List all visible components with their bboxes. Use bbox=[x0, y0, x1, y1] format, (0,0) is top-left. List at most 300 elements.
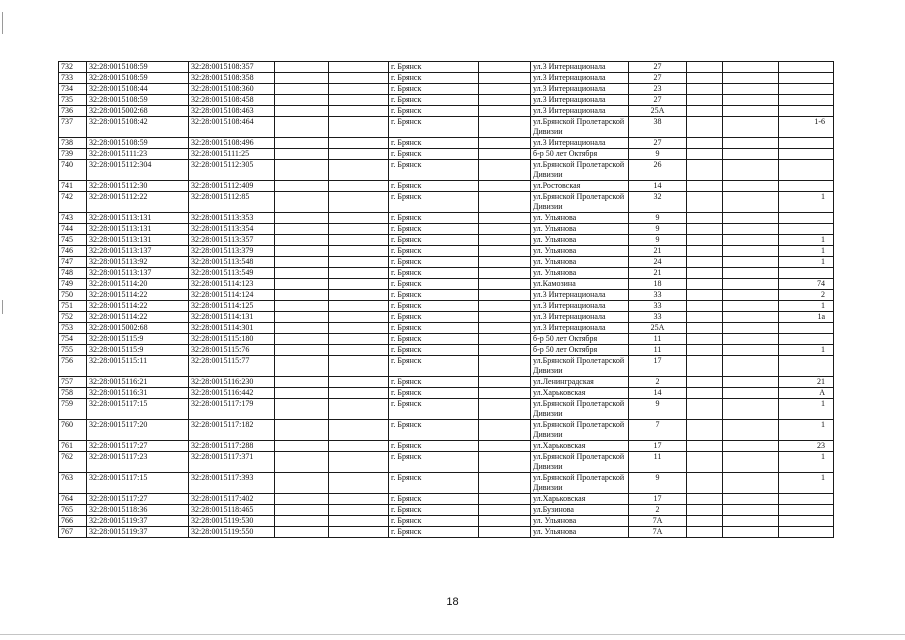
object-number-cell: 32:28:0015114:125 bbox=[189, 301, 275, 312]
empty-cell bbox=[275, 312, 329, 323]
parcel-number-cell: 32:28:0015117:15 bbox=[87, 473, 189, 494]
table-row bbox=[59, 301, 834, 312]
apartment-cell bbox=[779, 106, 834, 117]
house-cell: 11 bbox=[629, 452, 687, 473]
empty-cell bbox=[723, 106, 779, 117]
table-row bbox=[59, 268, 834, 279]
house-cell: 33 bbox=[629, 312, 687, 323]
empty-cell bbox=[723, 399, 779, 420]
empty-cell bbox=[687, 290, 723, 301]
empty-cell bbox=[723, 301, 779, 312]
row-number-cell: 762 bbox=[59, 452, 87, 473]
empty-cell bbox=[275, 181, 329, 192]
city-cell: г. Брянск bbox=[389, 279, 479, 290]
empty-cell bbox=[329, 301, 389, 312]
apartment-cell: 1 bbox=[779, 399, 834, 420]
empty-cell bbox=[687, 452, 723, 473]
object-number-cell: 32:28:0015112:409 bbox=[189, 181, 275, 192]
empty-cell bbox=[479, 323, 531, 334]
empty-cell bbox=[479, 290, 531, 301]
empty-cell bbox=[687, 95, 723, 106]
city-cell: г. Брянск bbox=[389, 441, 479, 452]
parcel-number-cell: 32:28:0015115:9 bbox=[87, 345, 189, 356]
empty-cell bbox=[275, 505, 329, 516]
table-row bbox=[59, 334, 834, 345]
empty-cell bbox=[275, 213, 329, 224]
empty-cell bbox=[687, 516, 723, 527]
empty-cell bbox=[275, 420, 329, 441]
empty-cell bbox=[275, 441, 329, 452]
row-number-cell: 750 bbox=[59, 290, 87, 301]
parcel-number-cell: 32:28:0015116:31 bbox=[87, 388, 189, 399]
parcel-number-cell: 32:28:0015111:23 bbox=[87, 149, 189, 160]
row-number-cell: 761 bbox=[59, 441, 87, 452]
object-number-cell: 32:28:0015111:25 bbox=[189, 149, 275, 160]
row-number-cell: 736 bbox=[59, 106, 87, 117]
parcel-number-cell: 32:28:0015108:59 bbox=[87, 62, 189, 73]
city-cell: г. Брянск bbox=[389, 138, 479, 149]
parcel-number-cell: 32:28:0015114:22 bbox=[87, 290, 189, 301]
empty-cell bbox=[479, 106, 531, 117]
empty-cell bbox=[275, 246, 329, 257]
empty-cell bbox=[723, 149, 779, 160]
street-cell: ул.Брянской Пролетарской Дивизии bbox=[531, 420, 629, 441]
apartment-cell: А bbox=[779, 388, 834, 399]
empty-cell bbox=[479, 235, 531, 246]
empty-cell bbox=[723, 323, 779, 334]
empty-cell bbox=[687, 345, 723, 356]
empty-cell bbox=[275, 192, 329, 213]
empty-cell bbox=[479, 494, 531, 505]
empty-cell bbox=[687, 73, 723, 84]
parcel-number-cell: 32:28:0015113:131 bbox=[87, 235, 189, 246]
apartment-cell bbox=[779, 323, 834, 334]
street-cell: ул.Брянской Пролетарской Дивизии bbox=[531, 356, 629, 377]
parcel-number-cell: 32:28:0015002:68 bbox=[87, 323, 189, 334]
empty-cell bbox=[329, 138, 389, 149]
city-cell: г. Брянск bbox=[389, 224, 479, 235]
table-row bbox=[59, 138, 834, 149]
property-register-table bbox=[58, 61, 834, 538]
apartment-cell: 1 bbox=[779, 235, 834, 246]
house-cell: 33 bbox=[629, 301, 687, 312]
empty-cell bbox=[723, 268, 779, 279]
empty-cell bbox=[329, 323, 389, 334]
empty-cell bbox=[723, 494, 779, 505]
city-cell: г. Брянск bbox=[389, 290, 479, 301]
house-cell: 2 bbox=[629, 377, 687, 388]
table-row bbox=[59, 399, 834, 420]
parcel-number-cell: 32:28:0015113:137 bbox=[87, 246, 189, 257]
empty-cell bbox=[275, 388, 329, 399]
table-row bbox=[59, 181, 834, 192]
city-cell: г. Брянск bbox=[389, 356, 479, 377]
apartment-cell bbox=[779, 516, 834, 527]
city-cell: г. Брянск bbox=[389, 377, 479, 388]
street-cell: ул.3 Интернационала bbox=[531, 95, 629, 106]
street-cell: ул. Ульянова bbox=[531, 268, 629, 279]
empty-cell bbox=[687, 224, 723, 235]
empty-cell bbox=[275, 527, 329, 538]
house-cell: 27 bbox=[629, 62, 687, 73]
house-cell: 9 bbox=[629, 235, 687, 246]
empty-cell bbox=[723, 84, 779, 95]
house-cell: 25А bbox=[629, 106, 687, 117]
empty-cell bbox=[687, 441, 723, 452]
empty-cell bbox=[329, 377, 389, 388]
apartment-cell: 1 bbox=[779, 473, 834, 494]
row-number-cell: 766 bbox=[59, 516, 87, 527]
empty-cell bbox=[723, 345, 779, 356]
empty-cell bbox=[479, 138, 531, 149]
row-number-cell: 755 bbox=[59, 345, 87, 356]
street-cell: ул.3 Интернационала bbox=[531, 290, 629, 301]
parcel-number-cell: 32:28:0015113:131 bbox=[87, 213, 189, 224]
street-cell: ул.Харьковская bbox=[531, 494, 629, 505]
city-cell: г. Брянск bbox=[389, 399, 479, 420]
empty-cell bbox=[687, 505, 723, 516]
city-cell: г. Брянск bbox=[389, 235, 479, 246]
apartment-cell bbox=[779, 356, 834, 377]
empty-cell bbox=[687, 312, 723, 323]
parcel-number-cell: 32:28:0015112:22 bbox=[87, 192, 189, 213]
empty-cell bbox=[687, 494, 723, 505]
empty-cell bbox=[329, 279, 389, 290]
empty-cell bbox=[275, 290, 329, 301]
object-number-cell: 32:28:0015108:360 bbox=[189, 84, 275, 95]
empty-cell bbox=[329, 334, 389, 345]
parcel-number-cell: 32:28:0015119:37 bbox=[87, 516, 189, 527]
empty-cell bbox=[275, 399, 329, 420]
city-cell: г. Брянск bbox=[389, 473, 479, 494]
empty-cell bbox=[329, 160, 389, 181]
parcel-number-cell: 32:28:0015114:22 bbox=[87, 301, 189, 312]
empty-cell bbox=[329, 149, 389, 160]
city-cell: г. Брянск bbox=[389, 246, 479, 257]
parcel-number-cell: 32:28:0015115:9 bbox=[87, 334, 189, 345]
city-cell: г. Брянск bbox=[389, 345, 479, 356]
row-number-cell: 754 bbox=[59, 334, 87, 345]
empty-cell bbox=[479, 95, 531, 106]
object-number-cell: 32:28:0015113:357 bbox=[189, 235, 275, 246]
street-cell: ул.3 Интернационала bbox=[531, 301, 629, 312]
parcel-number-cell: 32:28:0015117:27 bbox=[87, 441, 189, 452]
empty-cell bbox=[687, 192, 723, 213]
city-cell: г. Брянск bbox=[389, 106, 479, 117]
parcel-number-cell: 32:28:0015116:21 bbox=[87, 377, 189, 388]
empty-cell bbox=[687, 246, 723, 257]
empty-cell bbox=[329, 268, 389, 279]
object-number-cell: 32:28:0015113:549 bbox=[189, 268, 275, 279]
table-row bbox=[59, 246, 834, 257]
empty-cell bbox=[479, 224, 531, 235]
table-row bbox=[59, 213, 834, 224]
house-cell: 14 bbox=[629, 181, 687, 192]
object-number-cell: 32:28:0015108:496 bbox=[189, 138, 275, 149]
street-cell: ул.3 Интернационала bbox=[531, 73, 629, 84]
empty-cell bbox=[479, 246, 531, 257]
table-row bbox=[59, 279, 834, 290]
street-cell: б-р 50 лет Октября bbox=[531, 149, 629, 160]
empty-cell bbox=[479, 452, 531, 473]
street-cell: ул.Камозина bbox=[531, 279, 629, 290]
empty-cell bbox=[329, 62, 389, 73]
city-cell: г. Брянск bbox=[389, 452, 479, 473]
object-number-cell: 32:28:0015114:124 bbox=[189, 290, 275, 301]
apartment-cell bbox=[779, 84, 834, 95]
object-number-cell: 32:28:0015115:77 bbox=[189, 356, 275, 377]
empty-cell bbox=[329, 356, 389, 377]
empty-cell bbox=[479, 268, 531, 279]
empty-cell bbox=[479, 160, 531, 181]
object-number-cell: 32:28:0015114:301 bbox=[189, 323, 275, 334]
empty-cell bbox=[723, 505, 779, 516]
row-number-cell: 749 bbox=[59, 279, 87, 290]
parcel-number-cell: 32:28:0015119:37 bbox=[87, 527, 189, 538]
empty-cell bbox=[275, 345, 329, 356]
empty-cell bbox=[723, 312, 779, 323]
row-number-cell: 740 bbox=[59, 160, 87, 181]
empty-cell bbox=[329, 84, 389, 95]
parcel-number-cell: 32:28:0015118:36 bbox=[87, 505, 189, 516]
object-number-cell: 32:28:0015117:179 bbox=[189, 399, 275, 420]
empty-cell bbox=[275, 334, 329, 345]
street-cell: ул.3 Интернационала bbox=[531, 312, 629, 323]
empty-cell bbox=[687, 149, 723, 160]
parcel-number-cell: 32:28:0015117:23 bbox=[87, 452, 189, 473]
empty-cell bbox=[687, 323, 723, 334]
empty-cell bbox=[275, 516, 329, 527]
empty-cell bbox=[275, 268, 329, 279]
row-number-cell: 758 bbox=[59, 388, 87, 399]
empty-cell bbox=[687, 527, 723, 538]
empty-cell bbox=[723, 420, 779, 441]
parcel-number-cell: 32:28:0015108:42 bbox=[87, 117, 189, 138]
empty-cell bbox=[329, 420, 389, 441]
empty-cell bbox=[723, 334, 779, 345]
street-cell: ул.Брянской Пролетарской Дивизии bbox=[531, 117, 629, 138]
object-number-cell: 32:28:0015117:182 bbox=[189, 420, 275, 441]
row-number-cell: 741 bbox=[59, 181, 87, 192]
empty-cell bbox=[687, 301, 723, 312]
house-cell: 17 bbox=[629, 441, 687, 452]
parcel-number-cell: 32:28:0015108:59 bbox=[87, 138, 189, 149]
empty-cell bbox=[687, 279, 723, 290]
city-cell: г. Брянск bbox=[389, 527, 479, 538]
house-cell: 9 bbox=[629, 399, 687, 420]
city-cell: г. Брянск bbox=[389, 62, 479, 73]
house-cell: 9 bbox=[629, 473, 687, 494]
empty-cell bbox=[687, 388, 723, 399]
city-cell: г. Брянск bbox=[389, 192, 479, 213]
apartment-cell bbox=[779, 95, 834, 106]
city-cell: г. Брянск bbox=[389, 84, 479, 95]
street-cell: ул. Ульянова bbox=[531, 527, 629, 538]
house-cell: 32 bbox=[629, 192, 687, 213]
object-number-cell: 32:28:0015114:123 bbox=[189, 279, 275, 290]
object-number-cell: 32:28:0015119:530 bbox=[189, 516, 275, 527]
house-cell: 2 bbox=[629, 505, 687, 516]
table-row bbox=[59, 160, 834, 181]
row-number-cell: 742 bbox=[59, 192, 87, 213]
house-cell: 14 bbox=[629, 388, 687, 399]
empty-cell bbox=[275, 235, 329, 246]
table-row bbox=[59, 323, 834, 334]
apartment-cell bbox=[779, 73, 834, 84]
empty-cell bbox=[687, 235, 723, 246]
object-number-cell: 32:28:0015112:85 bbox=[189, 192, 275, 213]
empty-cell bbox=[723, 290, 779, 301]
row-number-cell: 734 bbox=[59, 84, 87, 95]
city-cell: г. Брянск bbox=[389, 117, 479, 138]
street-cell: ул.3 Интернационала bbox=[531, 323, 629, 334]
empty-cell bbox=[723, 452, 779, 473]
empty-cell bbox=[479, 181, 531, 192]
parcel-number-cell: 32:28:0015115:11 bbox=[87, 356, 189, 377]
parcel-number-cell: 32:28:0015113:131 bbox=[87, 224, 189, 235]
empty-cell bbox=[275, 323, 329, 334]
row-number-cell: 767 bbox=[59, 527, 87, 538]
empty-cell bbox=[479, 399, 531, 420]
table-row bbox=[59, 527, 834, 538]
empty-cell bbox=[329, 516, 389, 527]
table-row bbox=[59, 441, 834, 452]
table-row bbox=[59, 192, 834, 213]
bottom-rule bbox=[0, 634, 905, 635]
house-cell: 7А bbox=[629, 516, 687, 527]
empty-cell bbox=[275, 73, 329, 84]
table-row bbox=[59, 62, 834, 73]
object-number-cell: 32:28:0015118:465 bbox=[189, 505, 275, 516]
house-cell: 11 bbox=[629, 345, 687, 356]
empty-cell bbox=[275, 279, 329, 290]
empty-cell bbox=[723, 279, 779, 290]
empty-cell bbox=[687, 334, 723, 345]
parcel-number-cell: 32:28:0015112:30 bbox=[87, 181, 189, 192]
empty-cell bbox=[687, 377, 723, 388]
street-cell: ул.Брянской Пролетарской Дивизии bbox=[531, 399, 629, 420]
row-number-cell: 760 bbox=[59, 420, 87, 441]
apartment-cell: 1 bbox=[779, 257, 834, 268]
apartment-cell bbox=[779, 213, 834, 224]
empty-cell bbox=[723, 441, 779, 452]
empty-cell bbox=[275, 356, 329, 377]
empty-cell bbox=[479, 388, 531, 399]
parcel-number-cell: 32:28:0015108:59 bbox=[87, 73, 189, 84]
parcel-number-cell: 32:28:0015002:68 bbox=[87, 106, 189, 117]
parcel-number-cell: 32:28:0015117:15 bbox=[87, 399, 189, 420]
empty-cell bbox=[275, 301, 329, 312]
empty-cell bbox=[687, 257, 723, 268]
table-row bbox=[59, 420, 834, 441]
house-cell: 17 bbox=[629, 494, 687, 505]
empty-cell bbox=[687, 106, 723, 117]
row-number-cell: 763 bbox=[59, 473, 87, 494]
house-cell: 24 bbox=[629, 257, 687, 268]
object-number-cell: 32:28:0015117:371 bbox=[189, 452, 275, 473]
empty-cell bbox=[723, 377, 779, 388]
empty-cell bbox=[275, 452, 329, 473]
house-cell: 9 bbox=[629, 224, 687, 235]
city-cell: г. Брянск bbox=[389, 149, 479, 160]
empty-cell bbox=[723, 138, 779, 149]
empty-cell bbox=[329, 441, 389, 452]
object-number-cell: 32:28:0015115:76 bbox=[189, 345, 275, 356]
apartment-cell: 1 bbox=[779, 452, 834, 473]
apartment-cell: 1 bbox=[779, 420, 834, 441]
object-number-cell: 32:28:0015115:180 bbox=[189, 334, 275, 345]
apartment-cell bbox=[779, 160, 834, 181]
empty-cell bbox=[479, 279, 531, 290]
empty-cell bbox=[479, 62, 531, 73]
empty-cell bbox=[479, 473, 531, 494]
street-cell: ул. Ульянова bbox=[531, 516, 629, 527]
apartment-cell bbox=[779, 149, 834, 160]
empty-cell bbox=[687, 420, 723, 441]
table-row bbox=[59, 84, 834, 95]
city-cell: г. Брянск bbox=[389, 73, 479, 84]
empty-cell bbox=[329, 257, 389, 268]
row-number-cell: 732 bbox=[59, 62, 87, 73]
city-cell: г. Брянск bbox=[389, 301, 479, 312]
empty-cell bbox=[329, 224, 389, 235]
empty-cell bbox=[329, 73, 389, 84]
empty-cell bbox=[275, 117, 329, 138]
object-number-cell: 32:28:0015108:463 bbox=[189, 106, 275, 117]
table-row bbox=[59, 106, 834, 117]
empty-cell bbox=[479, 441, 531, 452]
table-row bbox=[59, 95, 834, 106]
object-number-cell: 32:28:0015114:131 bbox=[189, 312, 275, 323]
apartment-cell bbox=[779, 505, 834, 516]
empty-cell bbox=[275, 377, 329, 388]
row-number-cell: 745 bbox=[59, 235, 87, 246]
street-cell: ул. Ульянова bbox=[531, 235, 629, 246]
house-cell: 27 bbox=[629, 73, 687, 84]
empty-cell bbox=[479, 192, 531, 213]
house-cell: 18 bbox=[629, 279, 687, 290]
street-cell: ул.Брянской Пролетарской Дивизии bbox=[531, 160, 629, 181]
apartment-cell bbox=[779, 334, 834, 345]
house-cell: 27 bbox=[629, 138, 687, 149]
scan-edge-mark bbox=[2, 12, 3, 34]
empty-cell bbox=[687, 268, 723, 279]
empty-cell bbox=[687, 473, 723, 494]
row-number-cell: 753 bbox=[59, 323, 87, 334]
empty-cell bbox=[329, 388, 389, 399]
parcel-number-cell: 32:28:0015113:92 bbox=[87, 257, 189, 268]
empty-cell bbox=[723, 473, 779, 494]
house-cell: 21 bbox=[629, 246, 687, 257]
table-row bbox=[59, 494, 834, 505]
empty-cell bbox=[723, 388, 779, 399]
empty-cell bbox=[723, 516, 779, 527]
street-cell: ул.3 Интернационала bbox=[531, 62, 629, 73]
object-number-cell: 32:28:0015113:353 bbox=[189, 213, 275, 224]
object-number-cell: 32:28:0015116:230 bbox=[189, 377, 275, 388]
table-row bbox=[59, 356, 834, 377]
row-number-cell: 752 bbox=[59, 312, 87, 323]
street-cell: ул.Брянской Пролетарской Дивизии bbox=[531, 192, 629, 213]
empty-cell bbox=[723, 95, 779, 106]
parcel-number-cell: 32:28:0015114:22 bbox=[87, 312, 189, 323]
empty-cell bbox=[723, 160, 779, 181]
house-cell: 7А bbox=[629, 527, 687, 538]
street-cell: ул.3 Интернационала bbox=[531, 84, 629, 95]
empty-cell bbox=[723, 73, 779, 84]
object-number-cell: 32:28:0015108:358 bbox=[189, 73, 275, 84]
apartment-cell bbox=[779, 181, 834, 192]
